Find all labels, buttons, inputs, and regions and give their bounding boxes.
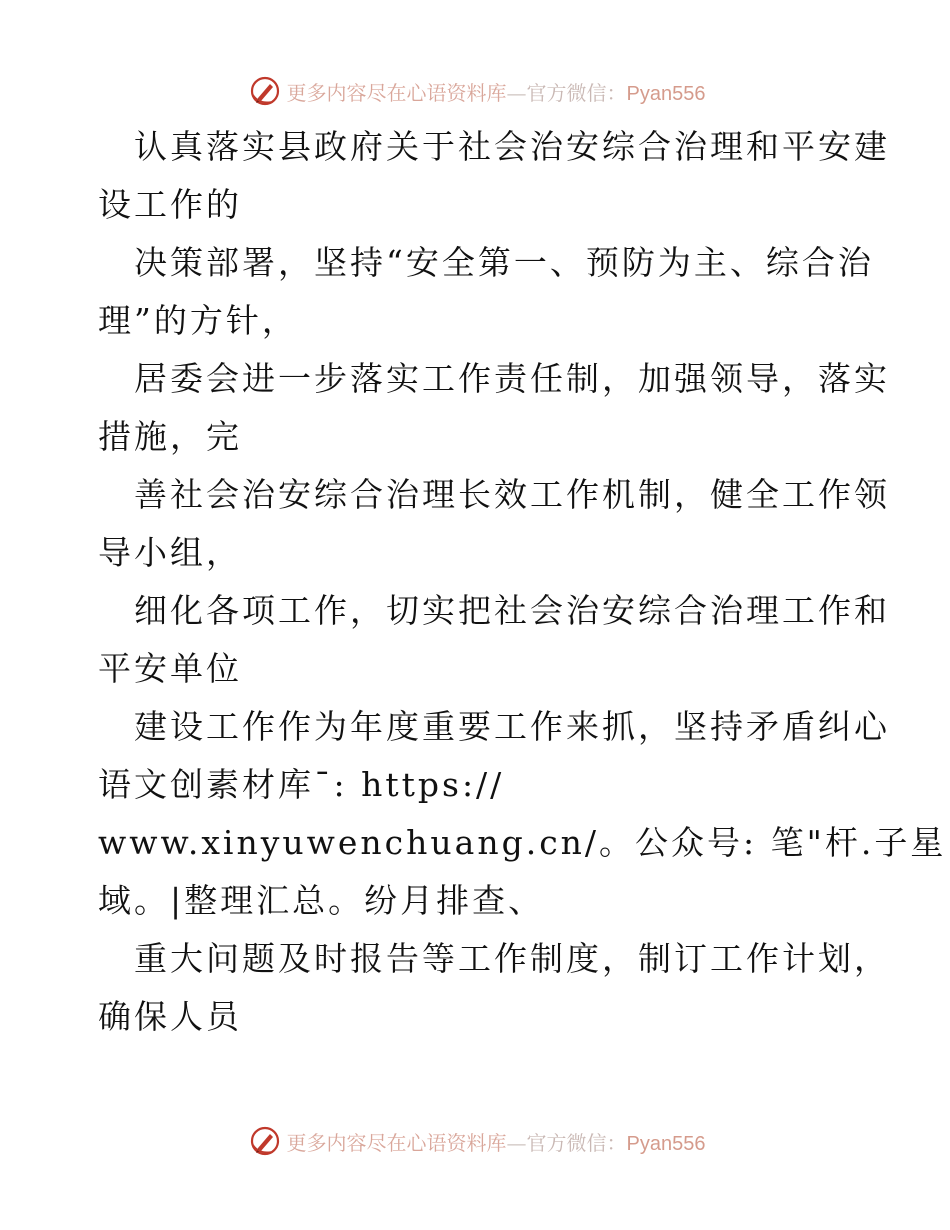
- watermark-wechat-id: Pyan556: [626, 82, 706, 105]
- watermark-text: [287, 77, 706, 106]
- watermark-row: [249, 1125, 706, 1157]
- paragraph-line: www.xinyuwenchuang.cn/。公众号: 笔"杆.子星: [98, 823, 947, 862]
- paragraph-line: 居委会进一步落实工作责任制，加强领导，落实: [134, 359, 890, 398]
- paragraph-line: 导小组，: [98, 533, 242, 572]
- paragraph-line: 措施，完: [98, 417, 242, 456]
- paragraph-line: 建设工作作为年度重要工作来抓，坚持矛盾纠心: [134, 707, 890, 746]
- paragraph-line: 平安单位: [98, 649, 242, 688]
- watermark-dash: —: [506, 80, 527, 105]
- paragraph-line: 域。|整理汇总。纷月排查、: [98, 881, 545, 920]
- watermark-site: 更多内容尽在心语资料库: [286, 80, 507, 105]
- watermark-site: 更多内容尽在心语资料库: [286, 1130, 507, 1155]
- pen-circle-logo-icon: [249, 75, 281, 107]
- paragraph-line: 重大问题及时报告等工作制度，制订工作计划，: [134, 939, 890, 978]
- pen-circle-logo-icon: [249, 1125, 281, 1157]
- paragraph-line: 决策部署，坚持“安全第一、预防为主、综合治: [134, 243, 874, 282]
- header-watermark: [0, 71, 950, 111]
- watermark-wechat-label: 官方微信：: [526, 80, 627, 105]
- paragraph-line: 细化各项工作，切实把社会治安综合治理工作和: [134, 591, 890, 630]
- watermark-wechat-id: Pyan556: [626, 1132, 706, 1155]
- paragraph-line: 认真落实县政府关于社会治安综合治理和平安建: [134, 127, 890, 166]
- paragraph-line: 确保人员: [98, 997, 242, 1036]
- paragraph-line: 语文创素材库¯: https://: [98, 765, 505, 804]
- paragraph-line: 理”的方针，: [98, 301, 298, 340]
- watermark-wechat-label: 官方微信：: [526, 1130, 627, 1155]
- watermark-text: [287, 1127, 706, 1156]
- footer-watermark: [0, 1121, 950, 1161]
- watermark-row: [249, 75, 706, 107]
- paragraph-line: 善社会治安综合治理长效工作机制，健全工作领: [134, 475, 890, 514]
- paragraph-line: 设工作的: [98, 185, 242, 224]
- watermark-dash: —: [506, 1130, 527, 1155]
